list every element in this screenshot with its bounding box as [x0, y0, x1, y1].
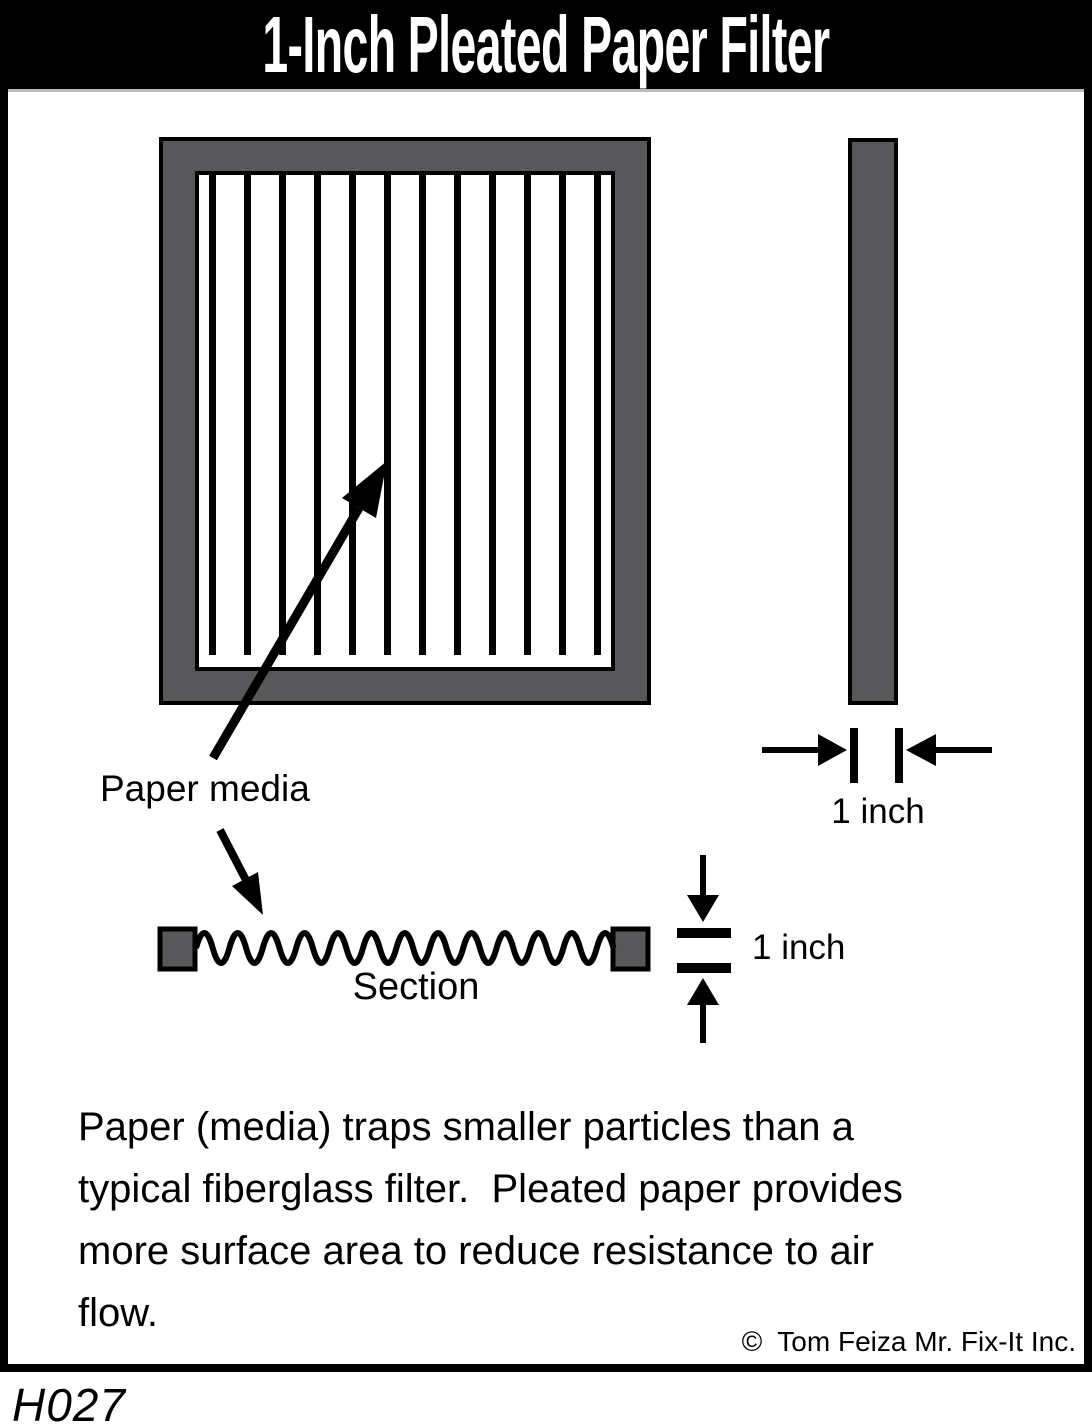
filter-side-view: [848, 138, 898, 705]
filter-front-view: [159, 137, 651, 705]
pleat-line: [349, 175, 356, 655]
body-line: flow.: [78, 1291, 159, 1335]
pleat-line: [279, 175, 286, 655]
thickness-dimension-label: 1 inch: [752, 928, 846, 967]
pleat-line: [559, 175, 566, 655]
title-bar: [8, 0, 1084, 92]
pleat-line: [244, 175, 251, 655]
body-line: typical fiberglass filter. Pleated paper provides: [78, 1167, 903, 1211]
pleat-line: [489, 175, 496, 655]
page-title: 1-Inch Pleated Paper Filter: [262, 0, 830, 89]
body-line: Paper (media) traps smaller particles than a: [78, 1105, 854, 1149]
body-text: [78, 1096, 903, 1344]
copyright-text: © Tom Feiza Mr. Fix-It Inc.: [741, 1326, 1076, 1357]
pleat-line: [419, 175, 426, 655]
page-code: H027: [12, 1379, 126, 1425]
pleat-line: [314, 175, 321, 655]
section-label: Section: [352, 966, 480, 1008]
width-dimension-label: 1 inch: [831, 792, 925, 831]
pleat-lines: [195, 171, 615, 671]
pleat-line: [594, 175, 601, 655]
pleat-line: [209, 175, 216, 655]
pleat-line: [524, 175, 531, 655]
body-line: more surface area to reduce resistance to air: [78, 1229, 874, 1273]
paper-media-label: Paper media: [100, 768, 310, 809]
pleat-line: [384, 175, 391, 655]
pleat-line: [454, 175, 461, 655]
